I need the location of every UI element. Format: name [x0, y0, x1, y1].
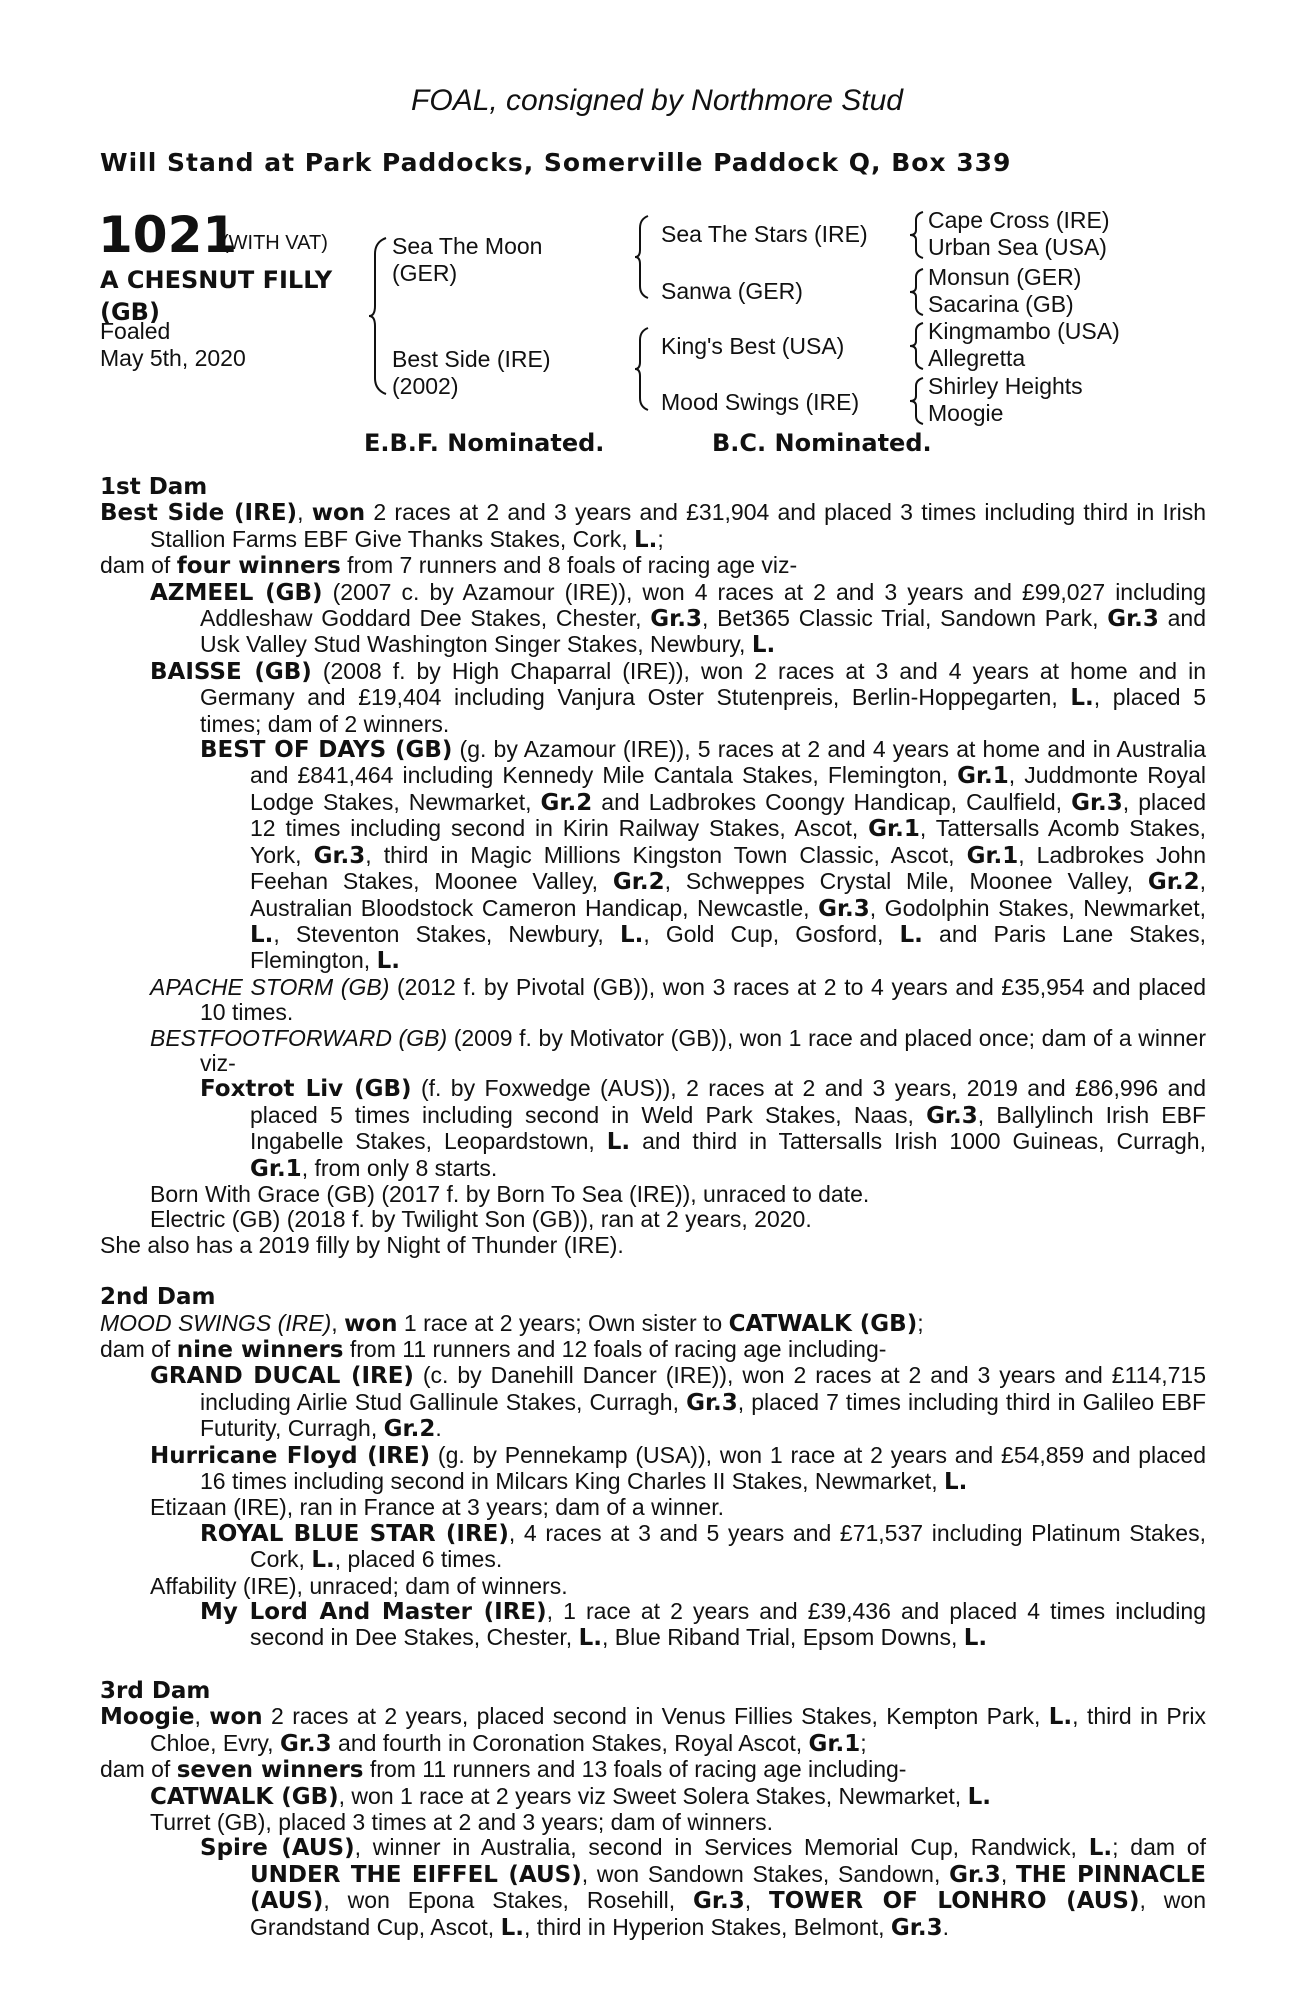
text-segment: , Schweppes Crystal Mile, Moonee Valley, [664, 868, 1148, 895]
sd-dam: Sacarina (GB) [928, 291, 1074, 317]
text-segment: , Blue Riband Trial, Epsom Downs, [601, 1624, 964, 1651]
text-segment: , won Sandown Stakes, Sandown, [581, 1860, 950, 1887]
produce-hurricane-floyd [100, 1443, 1206, 1496]
text-segment: and fourth in Coronation Stakes, Royal Ascot, [331, 1729, 809, 1756]
text-segment: , [194, 1703, 210, 1730]
brace-ss [907, 210, 927, 260]
italic-segment: MOOD SWINGS (IRE) [100, 1309, 332, 1336]
brace-dd [907, 376, 927, 426]
bold-segment: Gr.2 [612, 869, 665, 896]
text-segment: , [1000, 1860, 1016, 1887]
bold-segment: Gr.3 [650, 606, 702, 633]
dam-name-line2: (2002) [392, 373, 459, 399]
horse-description-line2: (GB) [100, 298, 160, 326]
bold-segment: Gr.3 [279, 1730, 332, 1757]
brace-sd [907, 267, 927, 317]
text-segment: 2 races at 2 years, placed second in Venus Fillies Stakes, Kempton Park, [262, 1703, 1049, 1730]
text-segment: , won 1 race at 2 years viz Sweet Solera Stakes, Newmarket, [338, 1782, 968, 1809]
text-segment: 1 race at 2 years; Own sister to [397, 1309, 729, 1336]
produce-affability: Affability (IRE), unraced; dam of winners. [150, 1572, 568, 1599]
bold-segment: Gr.3 [890, 1914, 943, 1941]
text-segment: , placed 7 times including third in Galileo EBF Futurity, Curragh, [200, 1388, 1206, 1442]
text-segment: from 11 runners and 12 foals of racing age including- [343, 1336, 887, 1362]
text-segment: , Ballylinch Irish EBF Ingabelle Stakes, Leopardstown, [250, 1101, 1207, 1155]
bold-segment: BEST OF DAYS (GB) [200, 737, 453, 764]
text-segment: ; [657, 525, 664, 552]
dd-sire: Shirley Heights [928, 373, 1083, 399]
bold-segment: L. [963, 1625, 988, 1652]
bold-segment: BAISSE (GB) [150, 658, 312, 685]
bold-segment: L. [311, 1547, 335, 1574]
brace-ds [907, 321, 927, 371]
second-dam-entry [100, 1311, 1206, 1337]
dd-dam: Moogie [928, 400, 1004, 426]
ss-sire: Cape Cross (IRE) [928, 207, 1110, 233]
bold-segment: Gr.1 [966, 842, 1019, 869]
bold-segment: Gr.1 [957, 763, 1009, 790]
text-segment: , [331, 1309, 345, 1336]
sd-sire: Monsun (GER) [928, 264, 1082, 290]
bold-segment: L. [634, 526, 658, 553]
produce-apache-storm [100, 975, 1206, 1026]
ss-dam: Urban Sea (USA) [928, 234, 1107, 260]
brace-sire-dam [366, 236, 390, 396]
text-segment: (2008 f. by High Chaparral (IRE)), won 2 races at 3 and 4 years at home and in Germany and £19,404 including Vanjura Oster Stutenpreis, Berlin-Hoppegarten, [200, 657, 1207, 711]
produce-grand-ducal [100, 1363, 1206, 1442]
bold-segment: Gr.2 [383, 1416, 436, 1443]
bold-segment: L. [619, 921, 644, 948]
dam-name-line1: Best Side (IRE) [392, 346, 551, 372]
bold-segment: Spire (AUS) [200, 1835, 355, 1862]
foaled-info [100, 318, 246, 372]
dam-sire: King's Best (USA) [661, 333, 845, 359]
bold-segment: Best Side (IRE) [100, 500, 298, 527]
bold-segment: won [311, 500, 366, 527]
produce-spire [100, 1835, 1206, 1941]
bc-nominated: B.C. Nominated. [712, 429, 932, 457]
text-segment: (g. by Pennekamp (USA)), won 1 race at 2 years and £54,859 and placed 16 times including second in Milcars King Charles II Stakes, Newmarket, [200, 1441, 1206, 1495]
italic-segment: APACHE STORM (GB) [150, 973, 390, 1000]
text-segment: , Tattersalls Acomb Stakes, York, [250, 815, 1206, 868]
sire-name-line2: (GER) [392, 260, 458, 286]
dam-name [392, 346, 551, 400]
brace-sire-parents [632, 214, 652, 300]
produce-baisse [100, 659, 1206, 737]
text-segment: , Godolphin Stakes, Newmarket, [869, 894, 1206, 921]
bold-segment: TOWER OF LONHRO (AUS) [769, 1888, 1140, 1915]
text-segment: , Australian Bloodstock Cameron Handicap, Newcastle, [250, 868, 1206, 921]
text-segment: , placed 12 times including second in Kirin Railway Stakes, Ascot, [250, 788, 1206, 842]
foaled-date: May 5th, 2020 [100, 345, 246, 371]
text-segment: , placed 6 times. [334, 1546, 503, 1573]
bold-segment: won [209, 1704, 263, 1731]
consignment-line: FOAL, consigned by Northmore Stud [411, 84, 903, 117]
text-segment: from 11 runners and 13 foals of racing age including- [363, 1756, 907, 1783]
sire-name [392, 233, 542, 287]
second-dam-heading: 2nd Dam [100, 1284, 216, 1311]
bold-segment: UNDER THE EIFFEL (AUS) [250, 1861, 582, 1888]
bold-segment: L. [1088, 1835, 1113, 1862]
bold-segment: Gr.1 [808, 1730, 861, 1757]
text-segment: (2012 f. by Pivotal (GB)), won 3 races at 2 to 4 years and £35,954 and placed 10 times. [200, 973, 1206, 1026]
text-segment: , Gold Cup, Gosford, [643, 920, 900, 947]
stabling-line: Will Stand at Park Paddocks, Somerville Paddock Q, Box 339 [100, 148, 1012, 177]
produce-azmeel [100, 580, 1206, 659]
text-segment: , Juddmonte Royal Lodge Stakes, Newmarket, [250, 762, 1206, 815]
produce-2019-filly: She also has a 2019 filly by Night of Thunder (IRE). [100, 1231, 624, 1258]
first-dam-entry [100, 500, 1206, 553]
bold-segment: L. [578, 1625, 602, 1652]
bold-segment: L. [967, 1783, 991, 1810]
produce-electric: Electric (GB) (2018 f. by Twilight Son (GB)), ran at 2 years, 2020. [150, 1206, 812, 1233]
text-segment: , [744, 1887, 770, 1914]
bold-segment: nine winners [176, 1337, 344, 1363]
text-segment: dam of [100, 552, 177, 579]
produce-catwalk [100, 1784, 1206, 1810]
bold-segment: Gr.3 [313, 842, 366, 869]
bold-segment: Gr.3 [686, 1389, 738, 1416]
text-segment: and Usk Valley Stud Washington Singer Stakes, Newbury, [200, 605, 1207, 658]
text-segment: , 1 race at 2 years and £39,436 and placed 4 times including second in Dee Stakes, Chester, [250, 1598, 1206, 1651]
text-segment: , Steventon Stakes, Newbury, [273, 920, 620, 947]
bold-segment: L. [1070, 685, 1094, 712]
produce-etizaan: Etizaan (IRE), ran in France at 3 years; dam of a winner. [150, 1494, 724, 1521]
bold-segment: Gr.3 [1107, 606, 1159, 633]
bold-segment: Foxtrot Liv (GB) [200, 1076, 412, 1103]
text-segment: . [942, 1913, 949, 1940]
text-segment: (2009 f. by Motivator (GB)), won 1 race and placed once; dam of a winner viz- [200, 1024, 1206, 1076]
foaled-label: Foaled [100, 318, 171, 344]
bold-segment: Moogie [100, 1704, 195, 1731]
text-segment: 2 races at 2 and 3 years and £31,904 and placed 3 times including third in Irish Stallion Farms EBF Give Thanks Stakes, Cork, [150, 499, 1207, 552]
brace-dam-parents [632, 326, 652, 412]
text-segment: dam of [100, 1756, 177, 1783]
text-segment: , Bet365 Classic Trial, Sandown Park, [701, 605, 1108, 632]
text-segment: , [297, 499, 312, 526]
bold-segment: GRAND DUCAL (IRE) [150, 1363, 414, 1390]
text-segment: and third in Tattersalls Irish 1000 Guineas, Curragh, [630, 1128, 1206, 1155]
ds-dam: Allegretta [928, 345, 1026, 371]
bold-segment: Hurricane Floyd (IRE) [150, 1442, 431, 1469]
produce-best-of-days [100, 737, 1206, 975]
bold-segment: CATWALK (GB) [728, 1310, 918, 1337]
text-segment: dam of [100, 1336, 177, 1362]
text-segment: , third in Magic Millions Kingston Town Classic, Ascot, [365, 841, 967, 868]
text-segment: and Paris Lane Stakes, Flemington, [250, 920, 1206, 974]
bold-segment: won [344, 1310, 398, 1337]
third-dam-produce-summary [100, 1757, 1206, 1783]
text-segment: from 7 runners and 8 foals of racing age viz- [340, 552, 798, 579]
produce-record [100, 475, 1206, 1941]
bold-segment: CATWALK (GB) [150, 1783, 339, 1810]
third-dam-heading: 3rd Dam [100, 1677, 211, 1704]
second-dam-produce-summary [100, 1337, 1206, 1363]
third-dam-entry [100, 1704, 1206, 1757]
text-segment: , from only 8 starts. [301, 1154, 498, 1181]
text-segment: (c. by Danehill Dancer (IRE)), won 2 races at 2 and 3 years and £114,715 including Airlie Stud Gallinule Stakes, Curragh, [200, 1362, 1206, 1415]
bold-segment: Gr.3 [926, 1102, 978, 1129]
text-segment: , 4 races at 3 and 5 years and £71,537 including Platinum Stakes, Cork, [250, 1519, 1206, 1573]
sire-dam: Sanwa (GER) [661, 278, 803, 304]
first-dam-produce-summary [100, 553, 1206, 579]
text-segment: ; [860, 1729, 867, 1756]
produce-royal-blue-star [100, 1521, 1206, 1574]
ebf-nominated: E.B.F. Nominated. [364, 429, 605, 457]
bold-segment: Gr.3 [818, 895, 870, 922]
text-segment: (f. by Foxwedge (AUS)), 2 races at 2 and 3 years, 2019 and £86,996 and placed 5 times including second in Weld Park Stakes, Naas, [250, 1075, 1207, 1128]
text-segment: , third in Prix Chloe, Evry, [150, 1703, 1206, 1756]
text-segment: , placed 5 times; dam of 2 winners. [200, 684, 1206, 737]
bold-segment: Gr.3 [949, 1861, 1001, 1888]
text-segment: , won Epona Stakes, Rosehill, [323, 1887, 694, 1914]
bold-segment: seven winners [176, 1757, 364, 1784]
lot-number: 1021 [98, 206, 238, 264]
bold-segment: L. [1048, 1704, 1073, 1731]
bold-segment: My Lord And Master (IRE) [200, 1599, 547, 1626]
text-segment: ; dam of [1112, 1834, 1206, 1861]
bold-segment: ROYAL BLUE STAR (IRE) [200, 1520, 509, 1547]
bold-segment: Gr.1 [868, 816, 920, 843]
text-segment: , Ladbrokes John Feehan Stakes, Moonee Valley, [250, 841, 1206, 895]
sire-sire: Sea The Stars (IRE) [661, 221, 868, 247]
produce-foxtrot-liv [100, 1076, 1206, 1182]
ds-sire: Kingmambo (USA) [928, 318, 1120, 344]
text-segment: (2007 c. by Azamour (IRE)), won 4 races at 2 and 3 years and £99,027 including Addleshaw Goddard Dee Stakes, Chester, [200, 578, 1206, 632]
bold-segment: L. [250, 921, 274, 948]
produce-turret: Turret (GB), placed 3 times at 2 and 3 years; dam of winners. [150, 1808, 773, 1835]
horse-description-line1: A CHESNUT FILLY [100, 266, 333, 294]
text-segment: , winner in Australia, second in Services Memorial Cup, Randwick, [354, 1834, 1089, 1861]
produce-born-with-grace: Born With Grace (GB) (2017 f. by Born To Sea (IRE)), unraced to date. [150, 1180, 870, 1207]
bold-segment: Gr.1 [250, 1155, 302, 1182]
bold-segment: AZMEEL (GB) [150, 579, 323, 606]
produce-bestfootforward [100, 1026, 1206, 1077]
text-segment: and Ladbrokes Coongy Handicap, Caulfield, [592, 788, 1072, 815]
italic-segment: BESTFOOTFORWARD (GB) [150, 1024, 448, 1051]
bold-segment: Gr.2 [540, 789, 593, 816]
bold-segment: L. [943, 1469, 968, 1496]
bold-segment: L. [899, 921, 923, 948]
text-segment: . [435, 1415, 442, 1442]
bold-segment: Gr.3 [1071, 789, 1123, 816]
sire-name-line1: Sea The Moon [392, 233, 543, 259]
bold-segment: L. [376, 948, 400, 975]
dam-dam: Mood Swings (IRE) [661, 389, 860, 415]
produce-my-lord-and-master [100, 1599, 1206, 1652]
vat-note: (WITH VAT) [222, 232, 328, 254]
bold-segment: THE PINNACLE (AUS) [250, 1861, 1207, 1915]
text-segment: (g. by Azamour (IRE)), 5 races at 2 and 4 years at home and in Australia and £841,464 including Kennedy Mile Cantala Stakes, Flemington, [250, 736, 1206, 789]
bold-segment: four winners [176, 553, 341, 580]
bold-segment: Gr.3 [693, 1888, 745, 1915]
text-segment: , won Grandstand Cup, Ascot, [250, 1887, 1206, 1940]
bold-segment: L. [606, 1129, 631, 1156]
text-segment: , third in Hyperion Stakes, Belmont, [524, 1913, 891, 1940]
text-segment: ; [917, 1309, 924, 1336]
bold-segment: L. [500, 1914, 524, 1941]
bold-segment: Gr.2 [1147, 869, 1200, 896]
bold-segment: L. [751, 632, 776, 659]
first-dam-heading: 1st Dam [100, 474, 208, 500]
